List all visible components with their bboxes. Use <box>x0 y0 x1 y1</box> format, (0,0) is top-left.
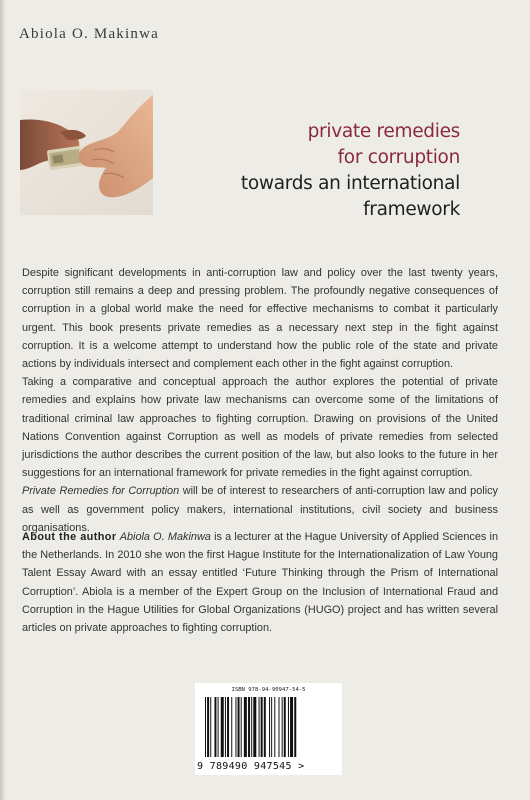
barcode-bar <box>271 697 272 757</box>
barcode-bar <box>279 697 280 757</box>
about-author-name: Abiola O. Makinwa <box>119 531 211 543</box>
cover-photo <box>20 90 153 215</box>
about-author <box>22 528 498 637</box>
barcode-bar <box>221 697 224 757</box>
barcode-bar <box>282 697 283 757</box>
book-title-italic: Private Remedies for Corruption <box>22 485 180 498</box>
about-author-heading: About the author <box>22 531 117 543</box>
author-name: Abiola O. Makinwa <box>19 26 159 42</box>
barcode-bar <box>284 697 286 757</box>
barcode-bar <box>214 697 216 757</box>
barcode-bar <box>218 697 219 757</box>
title-line-2: for corruption <box>337 147 460 168</box>
barcode <box>195 683 342 775</box>
title-line-4: framework <box>363 199 460 220</box>
about-author-text: is a lecturer at the Hague University of Applied Sciences in the Netherlands. In 2010 she won the first Hague Institute for the Internationalization of Law Young Talent Essay Award with an essay entitled ‘Future Thinking through the Prism of International Corruption’. Abiola is a member of the Expert Group on the Inclusion of International Fraud and Corruption in the Hague Utilities for Global Organizations (HUGO) project and has written several articles on private approaches to fighting corruption. <box>22 531 499 635</box>
barcode-bar <box>210 697 211 757</box>
barcode-bar <box>238 697 240 757</box>
barcode-bar <box>248 697 250 757</box>
isbn-number: 9 789490 947545 > <box>197 761 305 772</box>
handshake-money-image <box>20 90 153 215</box>
barcode-bar <box>244 697 247 757</box>
description-paragraph-3-text: will be of interest to researchers of anti-corruption law and policy as well as government policy makers, international institutions, civil society and business organisations. <box>22 485 499 534</box>
barcode-bar <box>225 697 226 757</box>
barcode-bar <box>251 697 252 757</box>
barcode-bar <box>261 697 263 757</box>
description-paragraph-2: Taking a comparative and conceptual approach the author explores the potential of private remedies and explains how private law mechanisms can overcome some of the limitations of traditional criminal law approaches to fighting corruption. Drawing on provisions of the United Nations Convention against Corruption as well as models of private remedies from selected jurisdictions the author describes the current position of the law, but also looks to the future in her suggestions for an international framework for private remedies in the fight against corruption. <box>22 376 498 480</box>
barcode-bar <box>231 697 232 757</box>
barcode-bar <box>294 697 296 757</box>
description-paragraph-1: Despite significant developments in anti-corruption law and policy over the last twenty years, corruption still remains a deep and pressing problem. The profoundly negative consequences of corruption in a global world make the need for effective mechanisms to combat it particularly urgent. This book presents private remedies as a necessary next step in the fight against corruption. It is a welcome attempt to understand how the public role of the state and private actions by individuals intersect and complement each other in the fight against corruption. <box>22 267 498 371</box>
barcode-bars <box>205 697 332 757</box>
isbn-label: ISBN 978-94-90947-54-5 <box>231 687 306 693</box>
barcode-bar <box>274 697 275 757</box>
barcode-bar <box>290 697 293 757</box>
barcode-bar <box>269 697 270 757</box>
spine-shadow <box>0 0 6 800</box>
barcode-bar <box>288 697 289 757</box>
book-title <box>241 119 460 223</box>
barcode-bar <box>253 697 256 757</box>
barcode-bar <box>205 697 206 757</box>
barcode-bar <box>241 697 242 757</box>
title-line-1: private remedies <box>307 121 460 142</box>
barcode-bar <box>207 697 209 757</box>
barcode-bar <box>227 697 229 757</box>
barcode-bar <box>235 697 236 757</box>
book-description <box>22 264 498 537</box>
title-line-3: towards an international <box>240 173 460 194</box>
barcode-bar <box>264 697 266 757</box>
barcode-bar <box>259 697 260 757</box>
